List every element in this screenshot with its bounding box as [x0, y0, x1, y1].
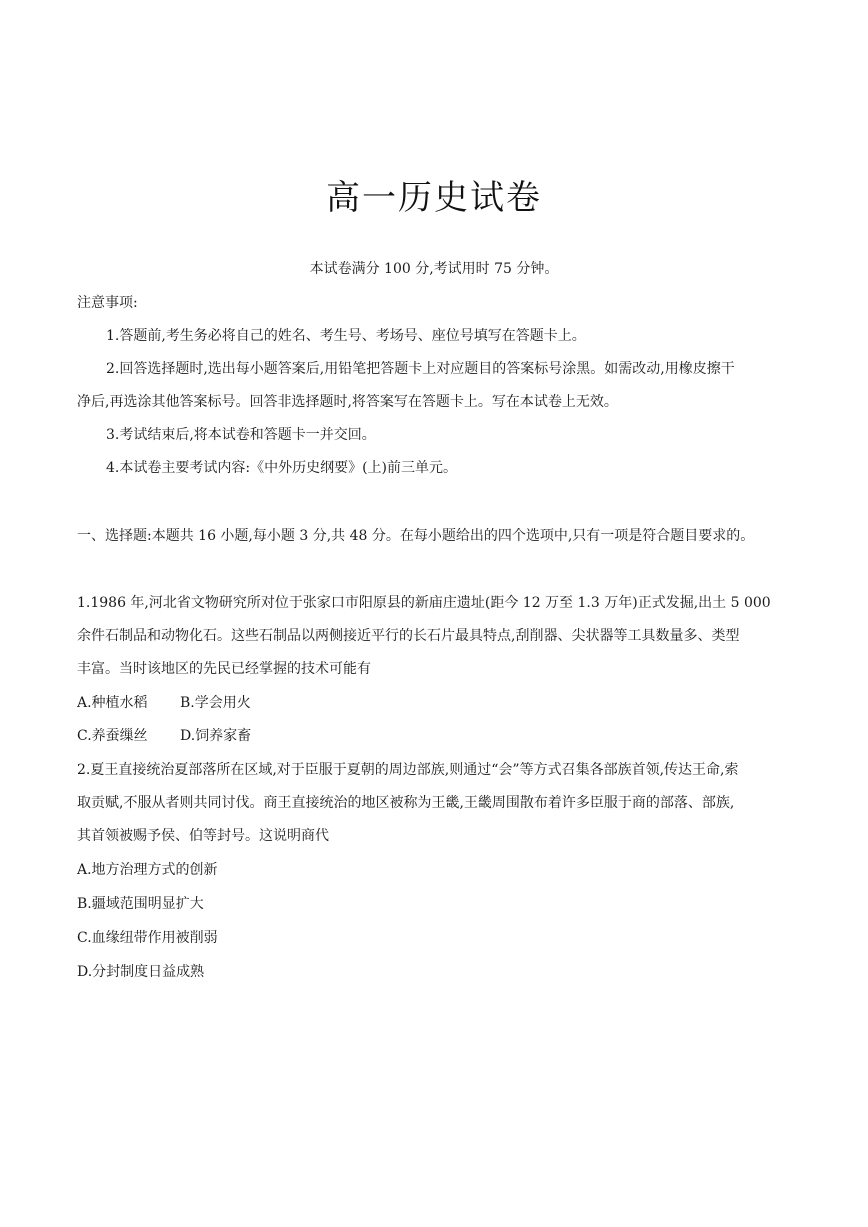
question-2-option-b: B.疆域范围明显扩大 — [77, 896, 204, 912]
question-1-text: 丰富。当时该地区的先民已经掌握的技术可能有 — [77, 661, 371, 677]
notice-item: 1.答题前,考生务必将自己的姓名、考生号、考场号、座位号填写在答题卡上。 — [106, 328, 586, 344]
notice-item-continued: 净后,再选涂其他答案标号。回答非选择题时,将答案写在答题卡上。写在本试卷上无效。 — [77, 394, 618, 410]
question-1-text: 余件石制品和动物化石。这些石制品以两侧接近平行的长石片最具特点,刮削器、尖状器等工具数量多、类型 — [77, 628, 740, 644]
notice-item: 2.回答选择题时,选出每小题答案后,用铅笔把答题卡上对应题目的答案标号涂黑。如需改动,用橡皮擦干 — [106, 361, 735, 377]
page-title: 高一历史试卷 — [326, 178, 542, 218]
question-2-text: 取贡赋,不服从者则共同讨伐。商王直接统治的地区被称为王畿,王畿周围散布着许多臣服于商的部落、部族, — [77, 795, 735, 811]
question-1-option-b: B.学会用火 — [180, 695, 251, 711]
question-1-option-a: A.种植水稻 — [77, 695, 148, 711]
question-2-option-d: D.分封制度日益成熟 — [77, 964, 205, 980]
exam-subtitle: 本试卷满分 100 分,考试用时 75 分钟。 — [309, 261, 559, 277]
question-2-text: 其首领被赐予侯、伯等封号。这说明商代 — [77, 828, 329, 844]
question-2-option-c: C.血缘纽带作用被削弱 — [77, 930, 218, 946]
notice-item: 3.考试结束后,将本试卷和答题卡一并交回。 — [106, 427, 376, 443]
notice-item: 4.本试卷主要考试内容:《中外历史纲要》(上)前三单元。 — [106, 460, 457, 476]
question-2-text: 2.夏王直接统治夏部落所在区域,对于臣服于夏朝的周边部族,则通过“会”等方式召集各部族首领,传达王命,索 — [77, 762, 739, 778]
notice-heading: 注意事项: — [77, 295, 138, 311]
question-1-option-d: D.饲养家畜 — [180, 728, 252, 744]
section-heading: 一、选择题:本题共 16 小题,每小题 3 分,共 48 分。在每小题给出的四个选项中,只有一项是符合题目要求的。 — [77, 528, 755, 544]
question-1-option-c: C.养蚕缫丝 — [77, 728, 148, 744]
question-1-text: 1.1986 年,河北省文物研究所对位于张家口市阳原县的新庙庄遗址(距今 12 万至 1.3 万年)正式发掘,出土 5 000 — [77, 595, 771, 611]
question-2-option-a: A.地方治理方式的创新 — [77, 862, 218, 878]
